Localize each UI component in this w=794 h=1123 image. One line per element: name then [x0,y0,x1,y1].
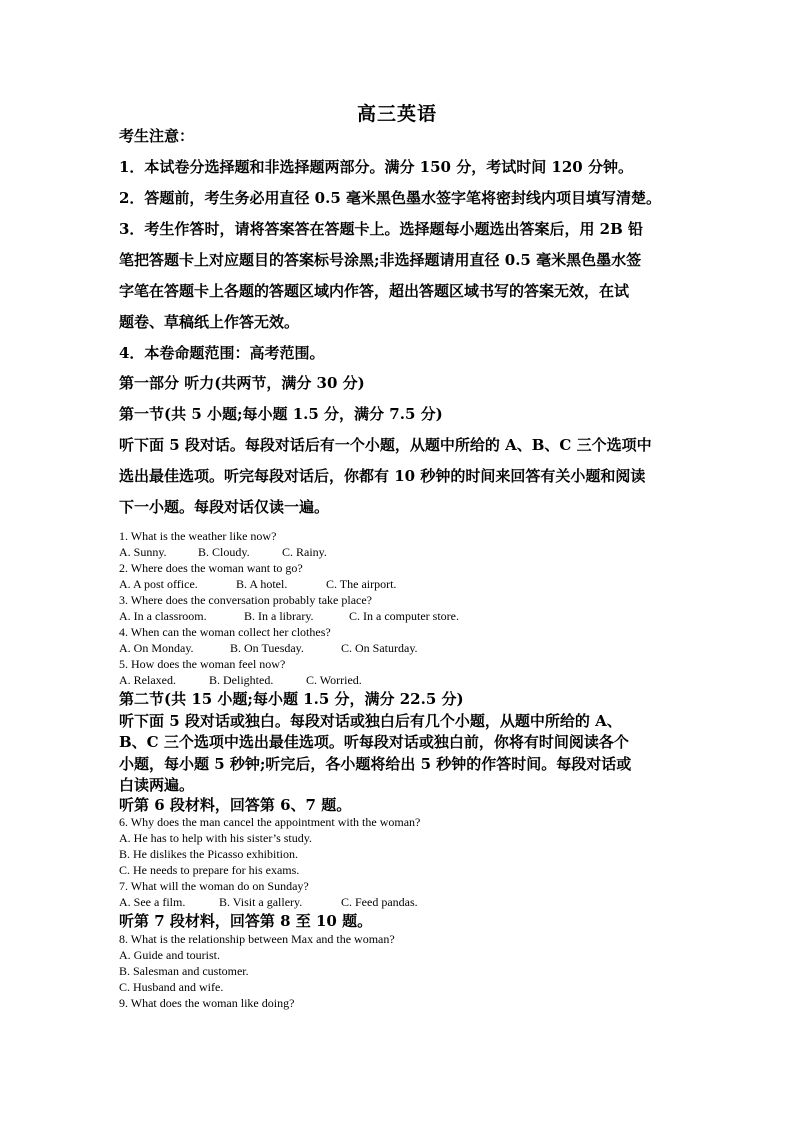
question-8-option-c: C. Husband and wife. [119,980,224,994]
question-8-option-a: A. Guide and tourist. [119,948,220,962]
section1-instruction-line-3: 下一小题。每段对话仅读一遍。 [119,498,330,516]
material-6-heading: 听第 6 段材料，回答第 6、7 题。 [119,796,352,814]
option-a: A. Sunny. [119,545,167,559]
notice-item-3-line-2: 笔把答题卡上对应题目的答案标号涂黑;非选择题请用直径 0.5 毫米黑色墨水签 [119,251,642,269]
option-c: C. Worried. [306,673,362,687]
question-4: 4. When can the woman collect her clothes? [119,625,331,639]
question-1: 1. What is the weather like now? [119,529,277,543]
notice-item-1: 1．本试卷分选择题和非选择题两部分。满分 150 分，考试时间 120 分钟。 [119,158,633,176]
option-a: A. On Monday. [119,641,194,655]
option-c: C. Rainy. [282,545,327,559]
notice-item-2: 2．答题前，考生务必用直径 0.5 毫米黑色墨水签字笔将密封线内项目填写清楚。 [119,189,661,207]
material-7-heading: 听第 7 段材料，回答第 8 至 10 题。 [119,912,373,930]
option-b: B. On Tuesday. [230,641,304,655]
option-b: B. A hotel. [236,577,288,591]
question-2: 2. Where does the woman want to go? [119,561,303,575]
question-4-options [119,640,719,656]
section2-instruction-line-1: 听下面 5 段对话或独白。每段对话或独白后有几个小题，从题中所给的 A、 [119,712,622,730]
question-8-option-b: B. Salesman and customer. [119,964,249,978]
page-title: 高三英语 [356,103,437,125]
section1-instruction-line-2: 选出最佳选项。听完每段对话后，你都有 10 秒钟的时间来回答有关小题和阅读 [119,467,646,485]
question-3: 3. Where does the conversation probably take place? [119,593,373,607]
question-7-options [119,894,719,910]
section2-heading: 第二节(共 15 小题;每小题 1.5 分，满分 22.5 分) [119,690,464,708]
option-b: B. In a library. [244,609,314,623]
notice-item-4: 4．本卷命题范围：高考范围。 [119,344,325,362]
notice-item-3-line-4: 题卷、草稿纸上作答无效。 [119,313,300,331]
notice-item-3-line-1: 3．考生作答时，请将答案答在答题卡上。选择题每小题选出答案后，用 2B 铅 [119,220,643,238]
option-c: C. Feed pandas. [341,895,418,909]
question-6-option-b: B. He dislikes the Picasso exhibition. [119,847,298,861]
option-b: B. Visit a gallery. [219,895,303,909]
question-7: 7. What will the woman do on Sunday? [119,879,309,893]
question-6-option-a: A. He has to help with his sister’s study. [119,831,312,845]
option-b: B. Delighted. [209,673,274,687]
question-6-option-c: C. He needs to prepare for his exams. [119,863,300,877]
option-a: A. See a film. [119,895,186,909]
option-a: A. In a classroom. [119,609,207,623]
option-a: A. Relaxed. [119,673,176,687]
option-a: A. A post office. [119,577,198,591]
section2-instruction-line-2: B、C 三个选项中选出最佳选项。听每段对话或独白前，你将有时间阅读各个 [119,733,629,751]
notice-heading: 考生注意： [119,127,195,145]
question-5-options [119,672,719,688]
question-6: 6. Why does the man cancel the appointment with the woman? [119,815,421,829]
option-c: C. The airport. [326,577,397,591]
section2-instruction-line-4: 白读两遍。 [119,776,195,794]
question-8: 8. What is the relationship between Max and the woman? [119,932,395,946]
part1-heading: 第一部分 听力(共两节，满分 30 分) [119,374,365,392]
notice-item-3-line-3: 字笔在答题卡上各题的答题区域内作答，超出答题区域书写的答案无效，在试 [119,282,630,300]
question-5: 5. How does the woman feel now? [119,657,286,671]
section1-heading: 第一节(共 5 小题;每小题 1.5 分，满分 7.5 分) [119,405,443,423]
question-3-options [119,608,719,624]
option-c: C. In a computer store. [349,609,459,623]
section2-instruction-line-3: 小题，每小题 5 秒钟;听完后，各小题将给出 5 秒钟的作答时间。每段对话或 [119,755,632,773]
question-1-options [119,544,719,560]
section1-instruction-line-1: 听下面 5 段对话。每段对话后有一个小题，从题中所给的 A、B、C 三个选项中 [119,436,652,454]
question-9: 9. What does the woman like doing? [119,996,295,1010]
option-b: B. Cloudy. [198,545,250,559]
question-2-options [119,576,719,592]
option-c: C. On Saturday. [341,641,418,655]
